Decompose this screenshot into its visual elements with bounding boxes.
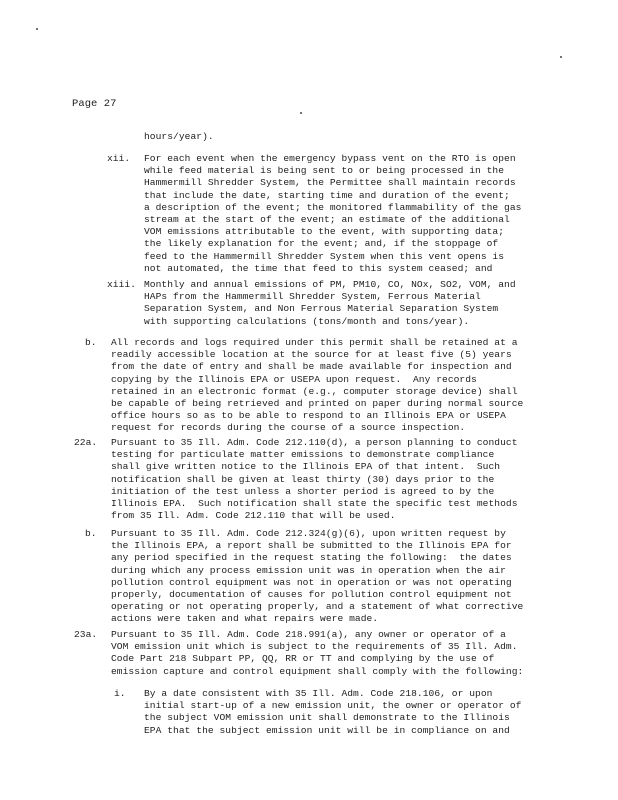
text-line: Illinois EPA. Such notification shall state the specific test methods: [111, 498, 518, 509]
text-line: Separation System, and Non Ferrous Material Separation System: [144, 303, 499, 315]
text-line: that include the date, starting time and duration of the event;: [144, 189, 510, 201]
text-line: office hours so as to be able to respond to an Illinois EPA or USEPA: [111, 410, 506, 422]
text-line: feed to the Hammermill Shredder System when this vent opens is: [144, 250, 505, 262]
text-line: VOM emissions attributable to the event, with supporting data;: [144, 226, 505, 238]
item-marker: b.: [85, 337, 97, 348]
text-line: Hammermill Shredder System, the Permittee shall maintain records: [144, 177, 516, 189]
text-line: with supporting calculations (tons/month and tons/year).: [144, 315, 470, 327]
text-line: a description of the event; the monitored flammability of the gas: [144, 201, 522, 213]
text-line: pollution control equipment was not in operation or was not operating: [111, 576, 512, 588]
text-line: while feed material is being sent to or being processed in the: [144, 165, 505, 177]
text-line: By a date consistent with 35 Ill. Adm. Code 218.106, or upon: [144, 688, 493, 699]
item-marker: xiii.: [107, 279, 137, 290]
text-line: notification shall be given at least thirty (30) days prior to the: [111, 473, 495, 485]
text-line: HAPs from the Hammermill Shredder System, Ferrous Material: [144, 291, 481, 303]
text-line: copying by the Illinois EPA or USEPA upon request. Any records: [111, 373, 477, 385]
text-line: initial start-up of a new emission unit, the owner or operator of: [144, 700, 522, 712]
text-line: stream at the start of the event; an estimate of the additional: [144, 214, 510, 225]
text-line: from 35 Ill. Adm. Code 212.110 that will be used.: [111, 510, 396, 522]
text-line: hours/year).: [144, 131, 214, 142]
item-marker: b.: [85, 528, 97, 539]
text-line: retained in an electronic format (e.g., computer storage device) shall: [111, 385, 518, 397]
text-line: from the date of entry and shall be made available for inspection and: [111, 361, 512, 373]
text-line: For each event when the emergency bypass vent on the RTO is open: [144, 153, 516, 164]
text-line: testing for particulate matter emissions to demonstrate compliance: [111, 449, 495, 461]
text-line: Pursuant to 35 Ill. Adm. Code 212.324(g)(6), upon written request by: [111, 528, 506, 539]
scan-speck: [300, 112, 302, 114]
scan-speck: [560, 56, 562, 58]
text-line: during which any process emission unit was in operation when the air: [111, 564, 506, 576]
text-line: Pursuant to 35 Ill. Adm. Code 212.110(d), a person planning to conduct: [111, 437, 518, 448]
scan-speck: [36, 28, 38, 30]
text-line: initiation of the test unless a shorter period is agreed to by the: [111, 485, 495, 497]
text-line: Pursuant to 35 Ill. Adm. Code 218.991(a), any owner or operator of a: [111, 629, 506, 640]
text-line: emission capture and control equipment shall comply with the following:: [111, 665, 524, 677]
text-line: the Illinois EPA, a report shall be submitted to the Illinois EPA for: [111, 540, 512, 552]
text-line: request for records during the course of a source inspection.: [111, 422, 466, 434]
text-line: Monthly and annual emissions of PM, PM10, CO, NOx, SO2, VOM, and: [144, 279, 516, 290]
text-line: VOM emission unit which is subject to the requirements of 35 Ill. Adm.: [111, 641, 518, 653]
item-marker: i.: [114, 688, 126, 699]
item-marker: 23a.: [74, 629, 98, 640]
text-line: be capable of being retrieved and printed on paper during normal source: [111, 398, 524, 409]
text-line: EPA that the subject emission unit will be in compliance on and: [144, 724, 510, 736]
text-line: shall give written notice to the Illinois EPA of that intent. Such: [111, 461, 501, 473]
text-line: Code Part 218 Subpart PP, QQ, RR or TT and complying by the use of: [111, 653, 495, 665]
text-line: the subject VOM emission unit shall demonstrate to the Illinois: [144, 712, 510, 724]
text-line: All records and logs required under this permit shall be retained at a: [111, 337, 518, 348]
text-line: the likely explanation for the event; and, if the stoppage of: [144, 238, 499, 250]
text-line: operating or not operating properly, and a statement of what corrective: [111, 601, 524, 613]
text-line: actions were taken and what repairs were made.: [111, 613, 379, 625]
item-marker: xii.: [107, 153, 131, 164]
text-line: readily accessible location at the source for at least five (5) years: [111, 349, 512, 361]
text-line: not automated, the time that feed to this system ceased; and: [144, 262, 493, 274]
item-marker: 22a.: [74, 437, 98, 448]
text-line: any period specified in the request stating the following: the dates: [111, 552, 512, 564]
page-label: Page 27: [72, 98, 117, 110]
text-line: properly, documentation of causes for pollution control equipment not: [111, 589, 512, 600]
